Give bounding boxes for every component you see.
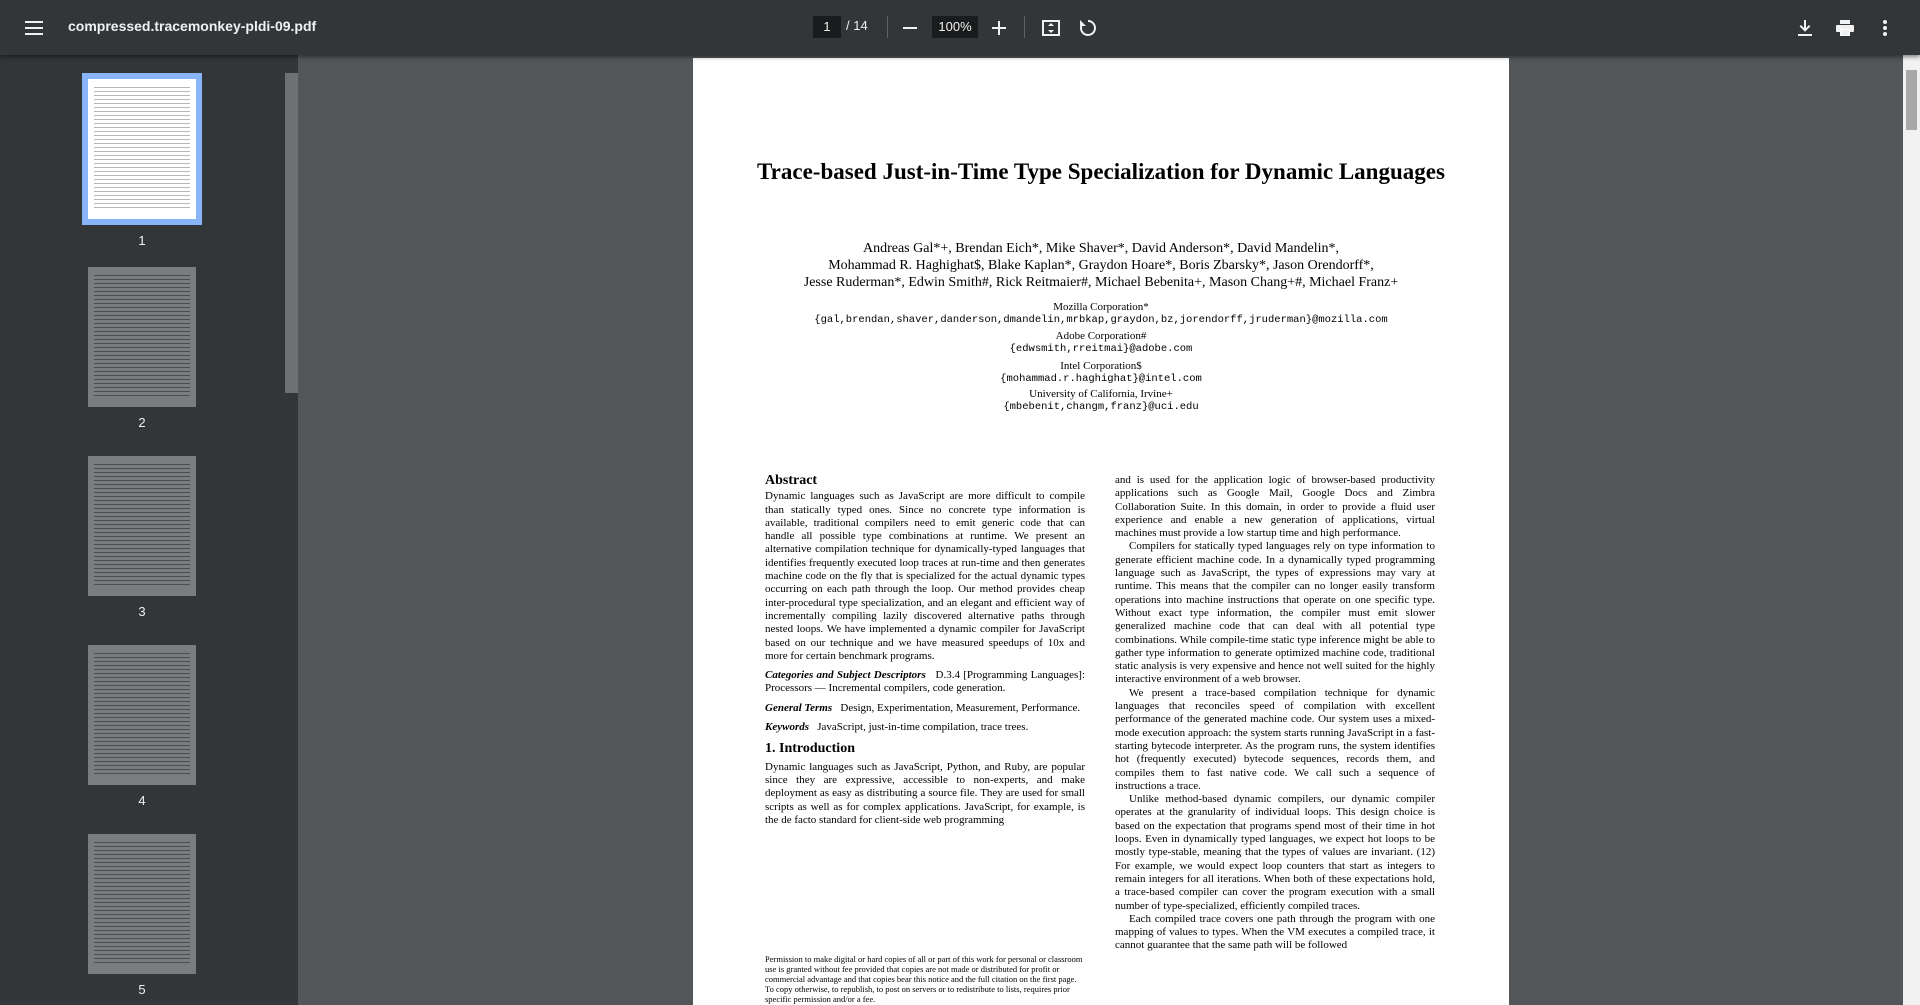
zoom-out-icon[interactable] [893, 11, 927, 45]
general-terms [765, 702, 1085, 715]
thumbnail-image [88, 267, 196, 407]
general-terms-label: General Terms [765, 701, 833, 714]
toolbar-divider [887, 16, 888, 38]
keywords-label: Keywords [765, 721, 809, 734]
sidebar-scrollbar-thumb[interactable] [285, 73, 298, 393]
categories-text: D.3.4 [Programming Languages]: Processors — Incremental compilers, code generation. [765, 669, 1086, 695]
keywords-text: JavaScript, just-in-time compilation, trace trees. [817, 721, 1029, 734]
affiliation [693, 360, 1509, 386]
thumbnail-image [88, 834, 196, 974]
left-column [765, 474, 1085, 827]
thumbnail-label: 4 [138, 793, 146, 808]
hamburger-menu-icon[interactable] [17, 11, 51, 45]
authors-line: Andreas Gal*+, Brendan Eich*, Mike Shaver*, David Anderson*, David Mandelin*, [862, 241, 1339, 256]
introduction-text: Dynamic languages such as JavaScript, Python, and Ruby, are popular since they are expressive, accessible to non-experts, and make deployment as easy as distributing a source file. They are used for small scripts as well as for complex applications. JavaScript, for example, is the de facto standard for client-side web programming [765, 760, 1085, 826]
affiliation [693, 330, 1509, 356]
print-icon[interactable] [1828, 11, 1862, 45]
document-viewer [298, 55, 1903, 1005]
right-column [1115, 474, 1435, 953]
rotate-icon[interactable] [1071, 11, 1105, 45]
categories-label: Categories and Subject Descriptors [765, 669, 926, 682]
viewer-scrollbar[interactable] [1903, 55, 1920, 1005]
pdf-page-1 [693, 58, 1509, 1005]
abstract-heading: Abstract [765, 473, 818, 488]
keywords [765, 721, 1085, 734]
pdf-toolbar [0, 0, 1920, 55]
document-title: compressed.tracemonkey-pldi-09.pdf [68, 18, 317, 34]
introduction-heading: 1. Introduction [765, 741, 855, 757]
page-number-input[interactable]: 1 [813, 16, 841, 38]
affiliation [693, 388, 1509, 414]
thumbnail-page-5[interactable] [82, 834, 202, 997]
thumbnail-sidebar [0, 55, 298, 1005]
zoom-level-input[interactable]: 100% [932, 16, 978, 38]
body-paragraph: and is used for the application logic of browser-based productivity applications such as Google Mail, Google Docs and Zimbra Collaboration Suite. In this domain, in order to provide a fluid user experience and enable a new generation of applications, virtual machines must provide a low startup time and high performance. [1115, 474, 1435, 540]
body-paragraph: Unlike method-based dynamic compilers, our dynamic compiler operates at the granularity of individual loops. This design choice is based on the expectation that programs spend most of their time in hot loops. Even in dynamically typed languages, we expect hot loops to be mostly type-stable, meaning that the types of values are invariant. (12) For example, we would expect loop counters that start as integers to remain integers for all iterations. When both of these expectations hold, a trace-based compiler can cover the program execution with a small number of type-specialized, efficiently compiled traces. [1115, 793, 1435, 912]
toolbar-divider [1024, 16, 1025, 38]
fit-page-icon[interactable] [1034, 11, 1068, 45]
page-total: / 14 [846, 18, 868, 33]
affiliation-emails: {gal,brendan,shaver,danderson,dmandelin,mrbkap,graydon,bz,jorendorff,jruderman}@mozilla.com [814, 314, 1388, 326]
copyright-footnote: Permission to make digital or hard copies of all or part of this work for personal or classroom use is granted without fee provided that copies are not made or distributed for profit or commercial advantage and that copies bear this notice and the full citation on the first page. To copy otherwise, to republish, to post on servers or to redistribute to lists, requires prior specific permission and/or a fee. [765, 954, 1083, 1004]
thumbnail-label: 1 [138, 233, 146, 248]
thumbnail-image [88, 456, 196, 596]
sidebar-scrollbar[interactable] [285, 55, 298, 1005]
affiliation-name: University of California, Irvine+ [1029, 388, 1173, 400]
author-list [693, 240, 1509, 291]
affiliation-name: Intel Corporation$ [1060, 360, 1142, 372]
affiliation-name: Mozilla Corporation* [1053, 301, 1149, 313]
affiliation [693, 301, 1509, 327]
body-paragraph: We present a trace-based compilation technique for dynamic languages that reconciles speed of compilation with excellent performance of the generated machine code. Our system uses a mixed-mode execution approach: the system starts running JavaScript in a fast-starting bytecode interpreter. As the program runs, the system identifies hot (frequently executed) bytecode sequences, records them, and compiles them to fast native code. We call such a sequence of instructions a trace. [1115, 686, 1435, 792]
thumbnail-page-4[interactable] [82, 645, 202, 808]
viewer-scrollbar-thumb[interactable] [1906, 70, 1917, 130]
more-vert-icon[interactable] [1868, 11, 1902, 45]
abstract-text: Dynamic languages such as JavaScript are more difficult to compile than statically typed ones. Since no concrete type information is available, traditional compilers need to emit generic code that can handle all possible type combinations at runtime. We present an alternative compilation technique for dynamically-typed languages that identifies frequently executed loop traces at run-time and then generates machine code on the fly that is specialized for the actual dynamic types occurring on each path through the loop. Our method provides cheap inter-procedural type specialization, and an elegant and efficient way of incrementally compiling lazily discovered alternative paths through nested loops. We have implemented a dynamic compiler for JavaScript based on our technique and we have measured speedups of 10x and more for certain benchmark programs. [765, 490, 1085, 662]
paper-title: Trace-based Just-in-Time Type Specialization for Dynamic Languages [757, 159, 1445, 184]
categories [765, 669, 1085, 696]
thumbnail-label: 2 [138, 415, 146, 430]
thumbnail-page-2[interactable] [82, 267, 202, 430]
zoom-in-icon[interactable] [982, 11, 1016, 45]
download-icon[interactable] [1788, 11, 1822, 45]
body-paragraph: Each compiled trace covers one path through the program with one mapping of values to types. When the VM executes a compiled trace, it cannot guarantee that the same path will be followed [1115, 912, 1435, 952]
general-terms-text: Design, Experimentation, Measurement, Performance. [840, 701, 1081, 714]
thumbnail-page-1[interactable] [82, 73, 202, 248]
affiliation-emails: {mbebenit,changm,franz}@uci.edu [1003, 401, 1199, 413]
thumbnail-image [82, 73, 202, 225]
thumbnail-label: 5 [138, 982, 146, 997]
thumbnail-label: 3 [138, 604, 146, 619]
authors-line: Mohammad R. Haghighat$, Blake Kaplan*, Graydon Hoare*, Boris Zbarsky*, Jason Orendorff*, [828, 258, 1374, 273]
body-paragraph: Compilers for statically typed languages rely on type information to generate efficient machine code. In a dynamically typed programming language such as JavaScript, the types of expressions may vary at runtime. This means that the compiler can no longer easily transform operations into machine instructions that operate on one specific type. Without exact type information, the compiler must emit slower generalized machine code that can deal with all potential type combinations. While compile-time static type inference might be able to gather type information to generate optimized machine code, traditional static analysis is very expensive and hence not well suited for the highly interactive environment of a web browser. [1115, 540, 1435, 686]
affiliation-emails: {edwsmith,rreitmai}@adobe.com [1009, 343, 1193, 355]
authors-line: Jesse Ruderman*, Edwin Smith#, Rick Reitmaier#, Michael Bebenita+, Mason Chang+#, Michael Franz+ [803, 275, 1399, 290]
affiliation-name: Adobe Corporation# [1055, 330, 1147, 342]
thumbnail-image [88, 645, 196, 785]
affiliation-emails: {mohammad.r.haghighat}@intel.com [1000, 373, 1202, 385]
thumbnail-page-3[interactable] [82, 456, 202, 619]
